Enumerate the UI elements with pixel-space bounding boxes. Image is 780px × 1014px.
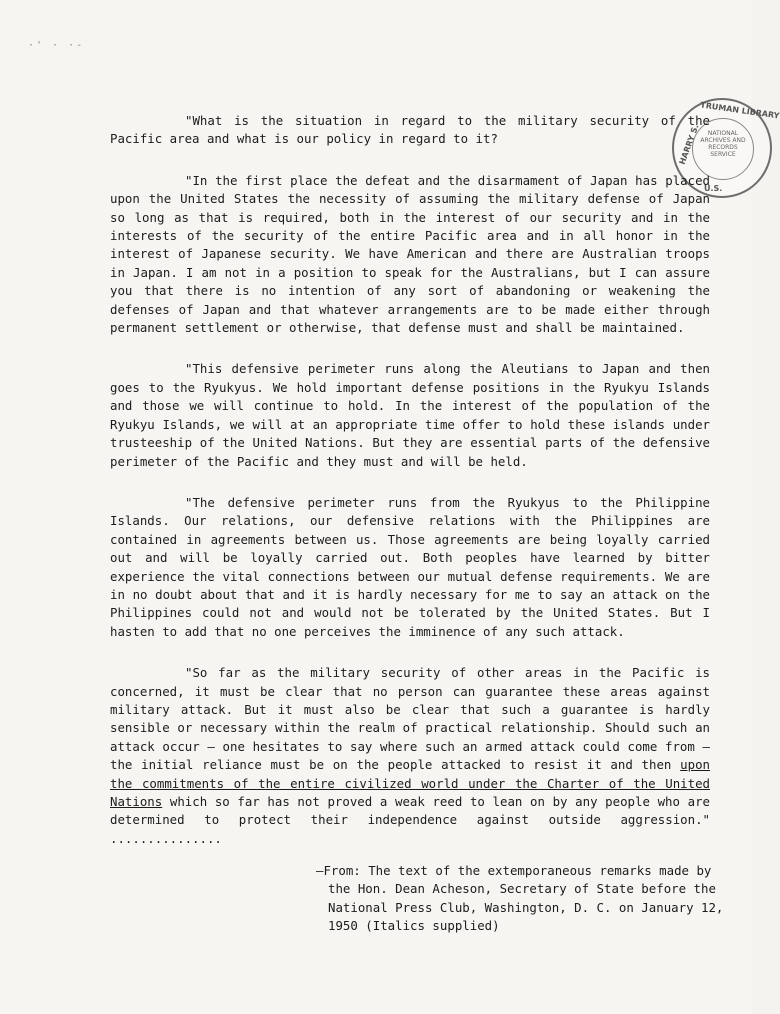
paragraph-philippines: "The defensive perimeter runs from the Ryukyus to the Philippine Islands. Our relations, our defensive relations with the Philippines are contained in agreements between us. Those agreements are being loyally carried out and will be loyally carried out. Both peoples have learned by bitter experience the vital connections between our mutual defense requirements. We are in no doubt about that and it is hardly necessary for me to say an attack on the Philippines could not and would not be tolerated by the United States. But I hasten to add that no one perceives the imminence of any such attack. (110, 494, 710, 639)
trailing-dots: ............... (110, 830, 222, 846)
source-attribution: —From: The text of the extemporaneous remarks made by the Hon. Dean Acheson, Secretary of State before the National Press Club, Washington, D. C. on January 12, 1950 (Italics supplied) (316, 863, 724, 934)
paragraph-other-areas-end: which so far has not proved a weak reed to lean on by any people who are determined to protect their independence against outside aggression." (110, 794, 710, 828)
stamp-center-text: NATIONAL ARCHIVES AND RECORDS SERVICE (700, 130, 746, 158)
paragraph-question: "What is the situation in regard to the military security of the Pacific area and what is our policy in regard to it? (110, 113, 710, 147)
stamp-left-text: HARRY S. (677, 123, 701, 166)
underlined-phrase: upon the commitments of the entire civilized world under the Charter of the United Nations (110, 757, 710, 809)
document-body (110, 112, 710, 871)
paper-specks: ·' · ·- (28, 40, 85, 51)
paragraph-japan-defense: "In the first place the defeat and the disarmament of Japan has placed upon the United States the necessity of assuming the military defense of Japan so long as that is required, both in the interest of our security and in the interests of the security of the entire Pacific area and in all honor in the interest of Japanese security. We have American and there are Australian troops in Japan. I am not in a position to speak for the Australians, but I can assure you that there is no intention of any sort of abandoning or weakening the defenses of Japan and that whatever arrangements are to be made either through permanent settlement or otherwise, that defense must and shall be maintained. (110, 172, 710, 336)
stamp-top-text: TRUMAN LIBRARY (699, 100, 780, 121)
stamp-bottom-text: U.S. (704, 184, 723, 193)
paragraph-ryukyus: "This defensive perimeter runs along the Aleutians to Japan and then goes to the Ryukyus. We hold important defense positions in the Ryukyu Islands and those we will continue to hold. In the interest of the population of the Ryukyu Islands, we will at an appropriate time offer to hold these islands under trusteeship of the United Nations. But they are essential parts of the defensive perimeter of the Pacific and they must and will be held. (110, 361, 710, 469)
paragraph-other-areas-start: "So far as the military security of other areas in the Pacific is concerned, it must be clear that no person can guarantee these areas against military attack. But it must also be clear that such a guarantee is hardly sensible or necessary within the realm of practical relationship. Should such an attack occur — one hesitates to say where such an armed attack could come from — the initial reliance must be on the people attacked to resist it and then (110, 665, 710, 773)
paragraph-other-areas (110, 664, 710, 848)
